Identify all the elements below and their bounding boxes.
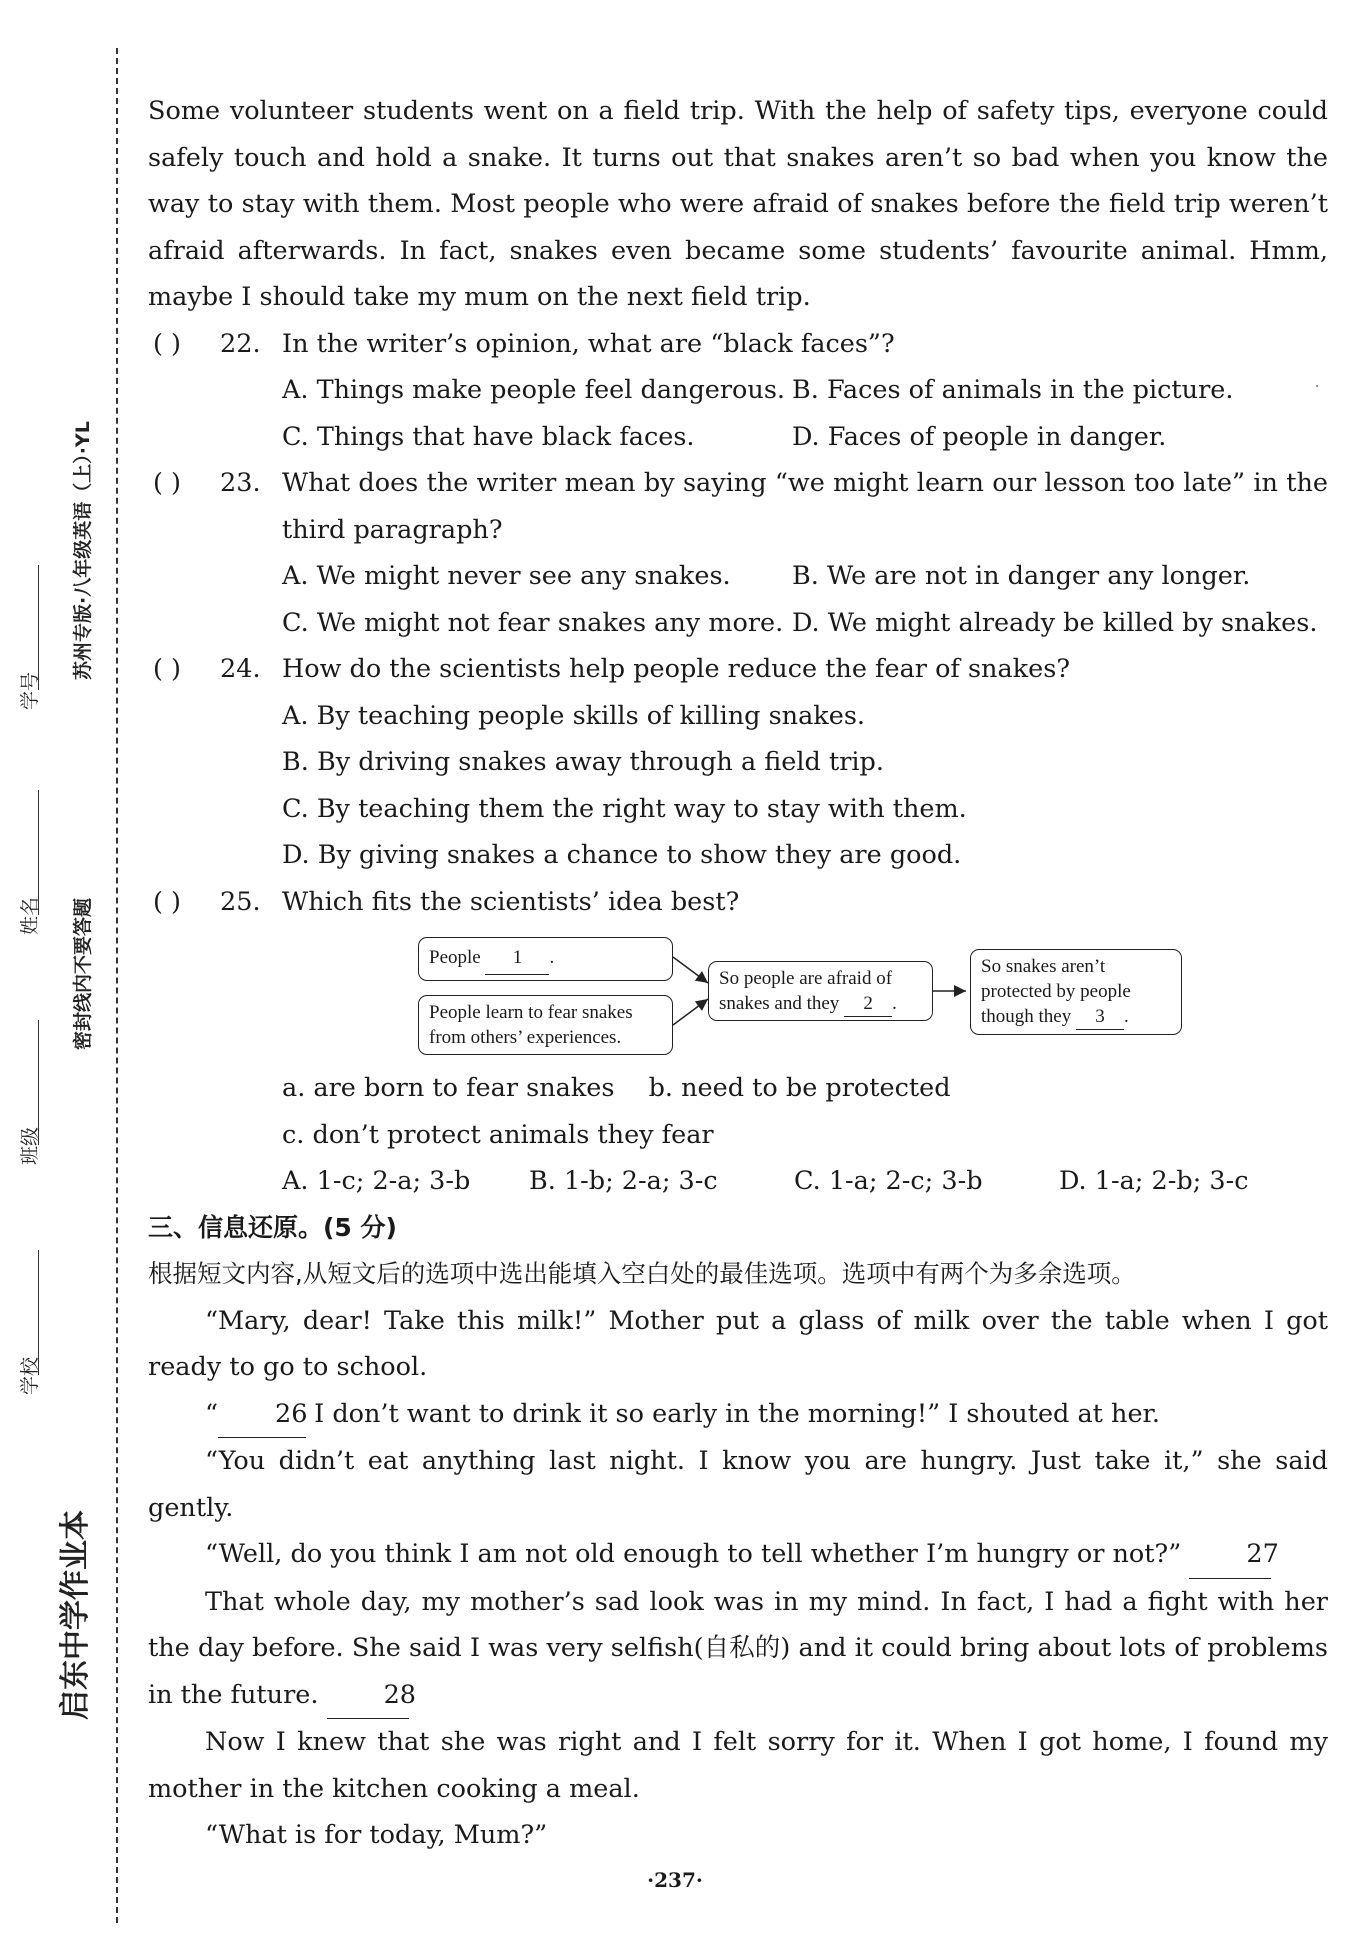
options-22	[148, 367, 1328, 460]
box1-text: People	[429, 947, 481, 968]
box3-line1: So people are afraid of	[719, 968, 893, 989]
box1-period: .	[549, 947, 555, 968]
question-stem: What does the writer mean by saying “we might learn our lesson too late” in the third paragraph?	[282, 468, 1328, 545]
story-paragraph-6: Now I knew that she was right and I felt sorry for it. When I got home, I found my mother in the kitchen cooking a meal.	[148, 1727, 1328, 1804]
options-25	[148, 1065, 1328, 1205]
box2-line2: from others’ experiences.	[429, 1027, 622, 1048]
class-label: 班级	[19, 1126, 41, 1165]
seal-notice: 密封线内不要答题	[72, 897, 94, 1050]
question-number: 23.	[220, 468, 261, 498]
school-field[interactable]	[38, 1250, 39, 1375]
option-d: D. We might already be killed by snakes.	[792, 607, 1318, 638]
story-paragraph-2	[148, 1391, 1328, 1439]
story-paragraph-5	[148, 1579, 1328, 1720]
option-d: D. By giving snakes a chance to show they are good.	[282, 840, 962, 870]
edition-label: 苏州专版·八年级英语（上）·YL	[72, 421, 94, 680]
arrow-box2-to-box3	[673, 999, 708, 1025]
question-number: 24.	[220, 654, 261, 684]
story-paragraph-4-text: “Well, do you think I am not old enough to tell whether I’m hungry or not?”	[205, 1539, 1190, 1569]
option-a: A. By teaching people skills of killing snakes.	[282, 700, 866, 731]
school-label: 学校	[19, 1356, 41, 1395]
page-number: ·237·	[647, 1868, 703, 1892]
question-stem: How do the scientists help people reduce the fear of snakes?	[282, 654, 1070, 684]
box4-period: .	[1124, 1006, 1129, 1027]
binding-margin	[0, 0, 125, 1958]
box-people-blank-1	[418, 937, 673, 981]
box3-period: .	[892, 993, 897, 1014]
option-c: C. By teaching them the right way to stay with them.	[282, 793, 967, 824]
id-label: 学号	[19, 671, 41, 710]
answer-bracket[interactable]: ( )	[153, 886, 182, 917]
question-stem: Which fits the scientists’ idea best?	[282, 886, 740, 917]
question-25	[148, 879, 1328, 926]
blank-1[interactable]: 1	[485, 942, 549, 975]
option-b: B. By driving snakes away through a field trip.	[282, 747, 884, 777]
id-field[interactable]	[38, 565, 39, 690]
option-a: A. Things make people feel dangerous.	[282, 375, 786, 405]
option-c: C. We might not fear snakes any more.	[282, 607, 784, 638]
question-23	[148, 460, 1328, 553]
options-24	[148, 693, 1328, 879]
box-learn-fear	[418, 995, 673, 1055]
section-instruction: 根据短文内容,从短文后的选项中选出能填入空白处的最佳选项。选项中有两个为多余选项。	[148, 1259, 1136, 1288]
option-b: B. We are not in danger any longer.	[792, 561, 1251, 591]
box-not-protected-blank-3	[970, 949, 1182, 1035]
question-number: 25.	[220, 886, 261, 917]
option-c: C. Things that have black faces.	[282, 421, 695, 452]
choice-c: c. don’t protect animals they fear	[282, 1119, 714, 1150]
story-paragraph-4	[148, 1531, 1328, 1579]
reading-paragraph: Some volunteer students went on a field trip. With the help of safety tips, everyone could safely touch and hold a snake. It turns out that snakes aren’t so bad when you know the way to stay with them. Most people who were afraid of snakes before the field trip weren’t afraid afterwards. In fact, snakes even became some students’ favourite animal. Hmm, maybe I should take my mum on the next field trip.	[148, 96, 1328, 312]
seal-dashed-line	[116, 48, 118, 1923]
series-title: 启东中学作业本	[58, 1510, 93, 1720]
question-24	[148, 646, 1328, 693]
flow-diagram	[148, 927, 1328, 1063]
answer-bracket[interactable]: ( )	[153, 654, 182, 684]
arrow-box1-to-box3	[673, 957, 708, 983]
name-label: 姓名	[19, 896, 41, 935]
class-field[interactable]	[38, 1020, 39, 1145]
story-paragraph-1: “Mary, dear! Take this milk!” Mother put a glass of milk over the table when I got ready to go to school.	[148, 1305, 1328, 1382]
story-paragraph-5-text: That whole day, my mother’s sad look was in my mind. In fact, I had a fight with her the day before. She said I was very selfish(自私的) and it could bring about lots of problems in the future.	[148, 1586, 1328, 1710]
option-d: D. 1-a; 2-b; 3-c	[1059, 1166, 1249, 1196]
option-d: D. Faces of people in danger.	[792, 421, 1167, 452]
box-afraid-blank-2	[708, 961, 933, 1021]
options-23	[148, 553, 1328, 646]
answer-bracket[interactable]: ( )	[153, 468, 182, 498]
box4-line1: So snakes aren’t	[981, 956, 1106, 977]
option-a: A. 1-c; 2-a; 3-b	[282, 1166, 471, 1196]
open-quote: “	[205, 1398, 219, 1429]
blank-27[interactable]: 27	[1189, 1531, 1271, 1579]
blank-28[interactable]: 28	[327, 1672, 409, 1720]
choice-a: a. are born to fear snakes	[282, 1073, 615, 1103]
choice-b: b. need to be protected	[648, 1073, 951, 1103]
section-heading: 三、信息还原。(5 分)	[148, 1212, 397, 1242]
question-number: 22.	[220, 328, 261, 359]
story-paragraph-3: “You didn’t eat anything last night. I know you are hungry. Just take it,” she said gently.	[148, 1446, 1328, 1523]
question-stem: In the writer’s opinion, what are “black faces”?	[282, 328, 895, 359]
answer-bracket[interactable]: ( )	[153, 328, 182, 359]
blank-3[interactable]: 3	[1076, 1004, 1124, 1030]
option-c: C. 1-a; 2-c; 3-b	[794, 1166, 983, 1196]
box4-line3: though they	[981, 1006, 1072, 1027]
option-b: B. Faces of animals in the picture.	[792, 375, 1234, 405]
name-field[interactable]	[38, 790, 39, 915]
blank-2[interactable]: 2	[844, 991, 892, 1017]
question-22	[148, 321, 1328, 368]
box3-line2: snakes and they	[719, 993, 840, 1014]
option-b: B. 1-b; 2-a; 3-c	[529, 1166, 718, 1196]
main-content	[148, 88, 1328, 1859]
box2-line1: People learn to fear snakes	[429, 1002, 633, 1023]
story-paragraph-2-text: I don’t want to drink it so early in the morning!” I shouted at her.	[306, 1398, 1161, 1429]
story-paragraph-7: “What is for today, Mum?”	[205, 1820, 548, 1850]
blank-26[interactable]: 26	[218, 1391, 306, 1439]
box4-line2: protected by people	[981, 981, 1131, 1002]
option-a: A. We might never see any snakes.	[282, 561, 731, 591]
